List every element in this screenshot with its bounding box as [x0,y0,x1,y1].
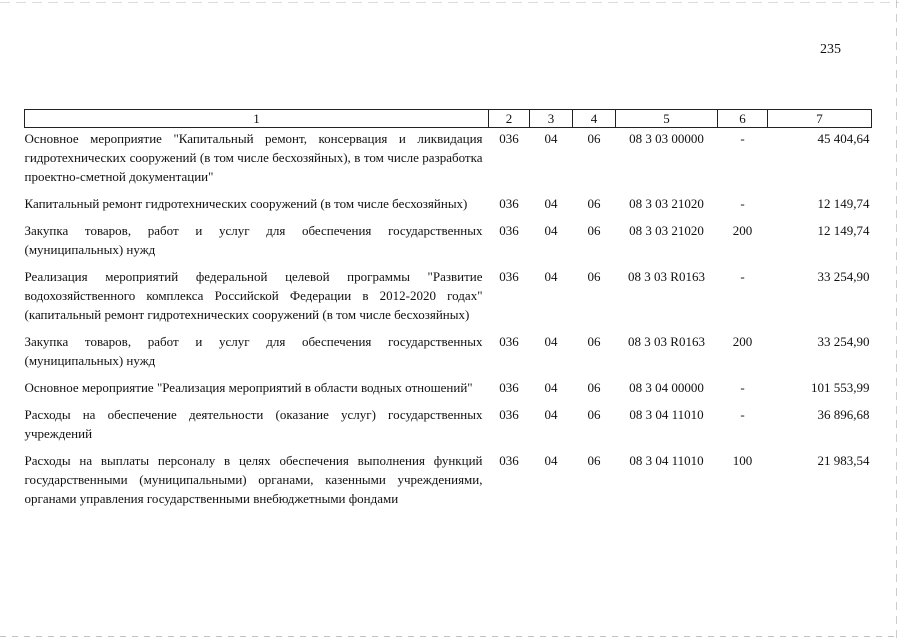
header-col-3: 3 [530,110,573,128]
row-code-expense-type: - [740,407,745,422]
row-name: Расходы на выплаты персоналу в целях обеспечения выполнения функций государственными (муниципальными) органами, казенными учреждениями, органами управления государственными внебюджетными фондами [24,453,483,506]
row-code-section: 04 [544,269,558,284]
row-name: Основное мероприятие "Капитальный ремонт, консервация и ликвидация гидротехнических сооружений (в том числе бесхозяйных), в том числе разработка проектно-сметной документации" [24,131,483,184]
row-code-ministry: 036 [499,223,519,238]
row-amount: 33 254,90 [817,269,870,284]
row-code-expense-type: - [740,380,745,395]
row-code-target: 08 3 03 21020 [629,196,704,211]
row-code-ministry: 036 [499,380,519,395]
table-row [25,451,872,516]
scan-edge-top [0,2,899,3]
row-code-target: 08 3 03 R0163 [628,334,705,349]
row-code-section: 04 [544,223,558,238]
row-code-expense-type: - [740,196,745,211]
table-row [25,405,872,451]
scan-edge-bottom [0,636,899,637]
row-name: Закупка товаров, работ и услуг для обеспечения государственных (муниципальных) нужд [24,223,483,257]
row-amount: 21 983,54 [817,453,870,468]
row-code-expense-type: 100 [732,453,753,468]
row-code-ministry: 036 [499,334,519,349]
page-number: 235 [820,42,841,57]
header-col-6: 6 [718,110,768,128]
table-header [25,110,872,128]
row-amount: 12 149,74 [817,196,870,211]
row-code-section: 04 [544,196,558,211]
row-code-subsection: 06 [587,453,601,468]
row-amount: 12 149,74 [817,223,870,238]
row-code-expense-type: 200 [732,223,753,238]
row-code-expense-type: - [740,131,745,146]
row-code-subsection: 06 [587,196,601,211]
row-amount: 33 254,90 [817,334,870,349]
row-code-expense-type: 200 [732,334,753,349]
row-code-section: 04 [544,380,558,395]
row-name: Реализация мероприятий федеральной целевой программы "Развитие водохозяйственного комплекса Российской Федерации в 2012-2020 годах" (капитальный ремонт гидротехнических сооружений (в том числе бесхозяйных) [24,269,483,322]
table-row [25,128,872,195]
row-code-target: 08 3 03 00000 [629,131,704,146]
row-amount: 101 553,99 [811,380,870,395]
row-code-ministry: 036 [499,131,519,146]
row-amount: 45 404,64 [817,131,870,146]
table-body [25,128,872,517]
row-name: Основное мероприятие "Реализация мероприятий в области водных отношений" [24,380,473,395]
header-col-7: 7 [768,110,872,128]
row-code-subsection: 06 [587,380,601,395]
row-code-subsection: 06 [587,269,601,284]
row-amount: 36 896,68 [817,407,870,422]
row-code-ministry: 036 [499,196,519,211]
header-col-4: 4 [573,110,616,128]
budget-table [24,109,872,516]
row-code-ministry: 036 [499,269,519,284]
row-code-ministry: 036 [499,407,519,422]
row-code-target: 08 3 04 11010 [629,453,704,468]
row-code-section: 04 [544,131,558,146]
row-code-subsection: 06 [587,223,601,238]
row-code-target: 08 3 03 R0163 [628,269,705,284]
row-code-subsection: 06 [587,131,601,146]
scan-edge-right [896,0,897,640]
row-code-target: 08 3 03 21020 [629,223,704,238]
row-code-section: 04 [544,407,558,422]
row-code-ministry: 036 [499,453,519,468]
header-col-2: 2 [489,110,530,128]
header-col-1: 1 [25,110,489,128]
row-code-subsection: 06 [587,407,601,422]
row-code-target: 08 3 04 11010 [629,407,704,422]
table-row [25,267,872,332]
row-code-target: 08 3 04 00000 [629,380,704,395]
row-code-expense-type: - [740,269,745,284]
header-col-5: 5 [616,110,718,128]
table-row [25,378,872,405]
table-row [25,332,872,378]
row-code-section: 04 [544,334,558,349]
row-name: Капитальный ремонт гидротехнических сооружений (в том числе бесхозяйных) [24,196,468,211]
row-code-section: 04 [544,453,558,468]
row-code-subsection: 06 [587,334,601,349]
table-row [25,221,872,267]
row-name: Расходы на обеспечение деятельности (оказание услуг) государственных учреждений [24,407,483,441]
row-name: Закупка товаров, работ и услуг для обеспечения государственных (муниципальных) нужд [24,334,483,368]
table-row [25,194,872,221]
